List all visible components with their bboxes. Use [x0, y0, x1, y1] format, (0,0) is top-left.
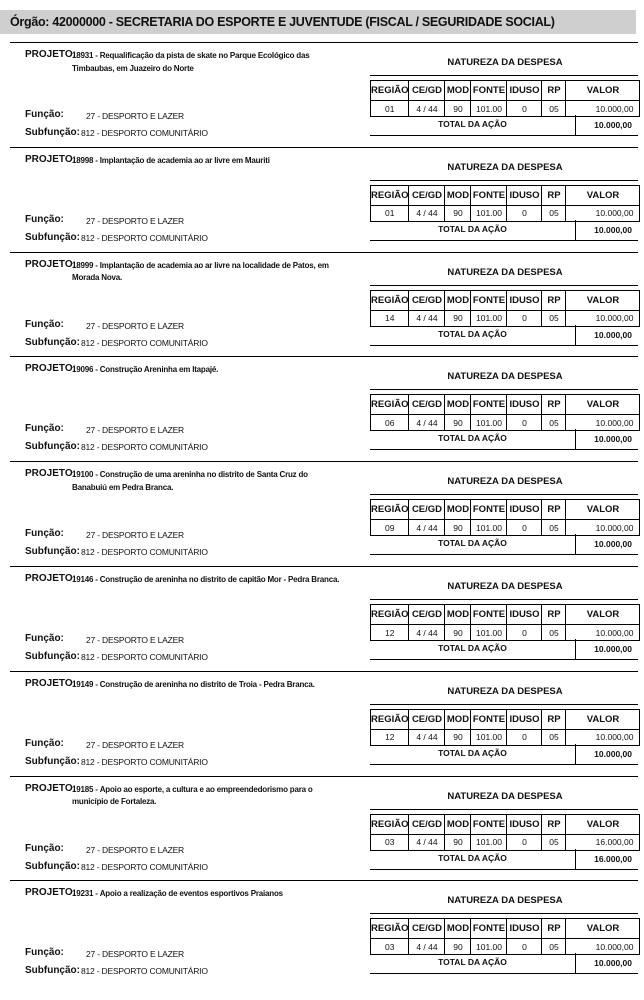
col-header: CE/GD [409, 814, 445, 834]
projeto-label: PROJETO: [25, 573, 76, 584]
cell-rp: 05 [542, 310, 566, 326]
projeto-code: 18999 - [72, 260, 98, 270]
natureza-rule [370, 599, 638, 600]
natureza-table [370, 499, 640, 536]
funcao-label: Função: [25, 633, 64, 644]
funcao-label: Função: [25, 213, 64, 225]
projeto-label: PROJETO: [25, 49, 76, 60]
subfuncao-value: 812 - DESPORTO COMUNITÁRIO [81, 128, 208, 138]
cell-rp: 05 [542, 520, 566, 536]
divider [10, 356, 638, 357]
divider [10, 566, 638, 567]
total-value: 10.000,00 [594, 748, 632, 759]
natureza-table [370, 80, 640, 117]
col-header: MOD [445, 500, 471, 520]
project-block [0, 147, 644, 250]
total-label: TOTAL DA AÇÃO [438, 119, 507, 129]
cell-fonte: 101.00 [471, 625, 507, 641]
project-block [0, 566, 644, 669]
col-header: MOD [445, 814, 471, 834]
total-label: TOTAL DA AÇÃO [438, 223, 507, 234]
col-header: MOD [445, 290, 471, 310]
total-separator [575, 953, 576, 973]
funcao-label: Função: [25, 737, 64, 749]
cell-cegd: 4 / 44 [409, 310, 445, 326]
projeto-code: 19100 - [72, 470, 98, 480]
col-header: FONTE [471, 81, 507, 101]
col-header: VALOR [566, 185, 640, 205]
divider [10, 776, 638, 777]
col-header: VALOR [566, 395, 640, 415]
cell-fonte: 101.00 [471, 101, 507, 117]
table-header-row [371, 185, 640, 205]
cell-mod: 90 [445, 520, 471, 536]
col-header: IDUSO [507, 814, 542, 834]
table-header-row [371, 81, 640, 101]
col-header: FONTE [471, 185, 507, 205]
projeto-description [72, 574, 344, 587]
col-header: MOD [445, 919, 471, 939]
subfuncao-value: 812 - DESPORTO COMUNITÁRIO [81, 547, 208, 558]
funcao-value: 27 - DESPORTO E LAZER [86, 320, 184, 331]
col-header: RP [542, 81, 566, 101]
col-header: REGIÃO [371, 500, 409, 520]
col-header: RP [542, 605, 566, 625]
natureza-rule [370, 809, 638, 810]
cell-regiao: 09 [371, 520, 409, 536]
projeto-code: 19231 - [72, 889, 98, 899]
natureza-rule [370, 913, 638, 914]
funcao-value: 27 - DESPORTO E LAZER [86, 844, 184, 855]
col-header: CE/GD [409, 605, 445, 625]
col-header: RP [542, 500, 566, 520]
total-value: 16.000,00 [594, 853, 632, 864]
cell-rp: 05 [542, 415, 566, 431]
divider [10, 147, 638, 148]
projeto-description [72, 784, 344, 809]
cell-fonte: 101.00 [471, 939, 507, 955]
projeto-label: PROJETO: [25, 468, 76, 480]
cell-mod: 90 [445, 625, 471, 641]
funcao-label: Função: [25, 423, 64, 435]
col-header: FONTE [471, 500, 507, 520]
total-separator [575, 115, 576, 135]
total-row [370, 220, 638, 241]
total-row [370, 849, 638, 870]
cell-cegd: 4 / 44 [409, 415, 445, 431]
col-header: MOD [445, 709, 471, 729]
col-header: VALOR [566, 605, 640, 625]
natureza-rule [370, 180, 638, 181]
cell-valor: 10.000,00 [566, 101, 640, 117]
cell-fonte: 101.00 [471, 834, 507, 850]
cell-cegd: 4 / 44 [409, 834, 445, 850]
subfuncao-value: 812 - DESPORTO COMUNITÁRIO [81, 861, 208, 872]
cell-iduso: 0 [507, 834, 542, 850]
cell-cegd: 4 / 44 [409, 625, 445, 641]
projeto-code: 19149 - [72, 679, 98, 689]
total-separator [575, 429, 576, 449]
cell-iduso: 0 [507, 205, 542, 221]
projeto-label: PROJETO: [25, 153, 76, 165]
col-header: VALOR [566, 290, 640, 310]
col-header: IDUSO [507, 709, 542, 729]
cell-rp: 05 [542, 101, 566, 117]
col-header: REGIÃO [371, 814, 409, 834]
projeto-text: Construção Areninha em Itapajé. [99, 365, 219, 375]
subfuncao-value: 812 - DESPORTO COMUNITÁRIO [81, 442, 208, 453]
subfuncao-label: Subfunção: [25, 336, 80, 348]
cell-valor: 10.000,00 [566, 625, 640, 641]
total-label: TOTAL DA AÇÃO [438, 747, 507, 758]
funcao-label: Função: [25, 947, 64, 959]
total-label: TOTAL DA AÇÃO [438, 643, 507, 653]
projeto-text: Requalificação da pista de skate no Parque Ecológico das Timbaubas, em Juazeiro do Norte [72, 51, 310, 73]
subfuncao-label: Subfunção: [25, 860, 80, 872]
projeto-text: Apoio ao esporte, a cultura e ao empreendedorismo para o município de Fortaleza. [72, 784, 313, 807]
cell-valor: 10.000,00 [566, 310, 640, 326]
total-row [370, 534, 638, 555]
total-value: 10.000,00 [594, 120, 632, 130]
funcao-value: 27 - DESPORTO E LAZER [86, 215, 184, 226]
col-header: VALOR [566, 919, 640, 939]
natureza-title: NATUREZA DA DESPESA [447, 790, 563, 802]
col-header: REGIÃO [371, 605, 409, 625]
natureza-title: NATUREZA DA DESPESA [447, 476, 563, 488]
cell-valor: 10.000,00 [566, 520, 640, 536]
subfuncao-value: 812 - DESPORTO COMUNITÁRIO [81, 232, 208, 243]
divider [10, 880, 638, 881]
cell-rp: 05 [542, 834, 566, 850]
projeto-text: Apoio a realização de eventos esportivos Praianos [99, 889, 283, 899]
col-header: FONTE [471, 919, 507, 939]
subfuncao-value: 812 - DESPORTO COMUNITÁRIO [81, 337, 208, 348]
cell-rp: 05 [542, 625, 566, 641]
total-value: 10.000,00 [594, 539, 632, 550]
projeto-label: PROJETO: [25, 363, 76, 375]
funcao-value: 27 - DESPORTO E LAZER [86, 739, 184, 750]
natureza-table [370, 604, 640, 641]
col-header: FONTE [471, 814, 507, 834]
cell-valor: 10.000,00 [566, 729, 640, 745]
col-header: REGIÃO [371, 709, 409, 729]
cell-regiao: 06 [371, 415, 409, 431]
cell-valor: 10.000,00 [566, 205, 640, 221]
col-header: VALOR [566, 500, 640, 520]
natureza-title: NATUREZA DA DESPESA [447, 895, 563, 907]
cell-iduso: 0 [507, 939, 542, 955]
projeto-description [72, 469, 344, 494]
projeto-code: 19096 - [72, 365, 98, 375]
cell-mod: 90 [445, 729, 471, 745]
total-row [370, 325, 638, 346]
subfuncao-value: 812 - DESPORTO COMUNITÁRIO [81, 756, 208, 767]
cell-rp: 05 [542, 729, 566, 745]
col-header: IDUSO [507, 500, 542, 520]
subfuncao-label: Subfunção: [25, 965, 80, 977]
cell-regiao: 01 [371, 101, 409, 117]
projeto-text: Implantação de academia ao ar livre na localidade de Patos, em Morada Nova. [72, 260, 329, 283]
col-header: MOD [445, 185, 471, 205]
col-header: CE/GD [409, 81, 445, 101]
cell-regiao: 03 [371, 939, 409, 955]
cell-regiao: 12 [371, 729, 409, 745]
col-header: REGIÃO [371, 81, 409, 101]
cell-valor: 10.000,00 [566, 415, 640, 431]
table-header-row [371, 500, 640, 520]
col-header: REGIÃO [371, 185, 409, 205]
subfuncao-value: 812 - DESPORTO COMUNITÁRIO [81, 652, 208, 662]
natureza-rule [370, 494, 638, 495]
col-header: IDUSO [507, 919, 542, 939]
total-value: 10.000,00 [594, 224, 632, 235]
natureza-title: NATUREZA DA DESPESA [447, 685, 563, 697]
col-header: FONTE [471, 709, 507, 729]
projeto-code: 18931 - [72, 51, 98, 60]
projeto-description [72, 50, 344, 75]
col-header: MOD [445, 81, 471, 101]
funcao-value: 27 - DESPORTO E LAZER [86, 425, 184, 436]
funcao-label: Função: [25, 109, 64, 120]
projeto-code: 19146 - [72, 575, 98, 584]
subfuncao-label: Subfunção: [25, 127, 80, 138]
col-header: RP [542, 814, 566, 834]
projeto-text: Implantação de academia ao ar livre em Mauriti [99, 155, 270, 165]
subfuncao-label: Subfunção: [25, 546, 80, 558]
col-header: VALOR [566, 814, 640, 834]
divider [10, 461, 638, 462]
col-header: REGIÃO [371, 919, 409, 939]
cell-cegd: 4 / 44 [409, 729, 445, 745]
subfuncao-value: 812 - DESPORTO COMUNITÁRIO [81, 966, 208, 977]
orgao-header: Órgão: 42000000 - SECRETARIA DO ESPORTE E JUVENTUDE (FISCAL / SEGURIDADE SOCIAL) [0, 10, 636, 34]
cell-iduso: 0 [507, 310, 542, 326]
cell-iduso: 0 [507, 101, 542, 117]
project-block [0, 356, 644, 459]
total-separator [575, 639, 576, 659]
col-header: MOD [445, 605, 471, 625]
funcao-label: Função: [25, 842, 64, 854]
project-block [0, 252, 644, 355]
cell-mod: 90 [445, 415, 471, 431]
total-value: 10.000,00 [594, 644, 632, 654]
cell-mod: 90 [445, 310, 471, 326]
projeto-label: PROJETO: [25, 258, 76, 270]
cell-fonte: 101.00 [471, 205, 507, 221]
divider [10, 42, 638, 43]
table-header-row [371, 919, 640, 939]
col-header: CE/GD [409, 500, 445, 520]
table-header-row [371, 814, 640, 834]
cell-mod: 90 [445, 939, 471, 955]
natureza-rule [370, 389, 638, 390]
cell-valor: 16.000,00 [566, 834, 640, 850]
projeto-text: Construção de areninha no distrito de Troia - Pedra Branca. [99, 679, 315, 689]
funcao-label: Função: [25, 318, 64, 330]
col-header: MOD [445, 395, 471, 415]
total-separator [575, 220, 576, 240]
col-header: CE/GD [409, 290, 445, 310]
divider [10, 252, 638, 253]
projeto-description [72, 888, 344, 901]
cell-iduso: 0 [507, 520, 542, 536]
cell-cegd: 4 / 44 [409, 101, 445, 117]
total-value: 10.000,00 [594, 958, 632, 969]
funcao-label: Função: [25, 528, 64, 540]
col-header: IDUSO [507, 605, 542, 625]
projeto-label: PROJETO: [25, 782, 76, 794]
col-header: FONTE [471, 605, 507, 625]
col-header: CE/GD [409, 919, 445, 939]
natureza-table [370, 394, 640, 431]
cell-regiao: 12 [371, 625, 409, 641]
col-header: FONTE [471, 290, 507, 310]
col-header: RP [542, 395, 566, 415]
cell-iduso: 0 [507, 729, 542, 745]
natureza-rule [370, 75, 638, 76]
col-header: RP [542, 185, 566, 205]
projeto-description [72, 260, 344, 285]
total-separator [575, 325, 576, 345]
projeto-code: 18998 - [72, 155, 98, 165]
natureza-table [370, 290, 640, 327]
projeto-description [72, 364, 344, 377]
cell-regiao: 14 [371, 310, 409, 326]
natureza-table [370, 918, 640, 955]
natureza-table [370, 709, 640, 746]
natureza-rule [370, 285, 638, 286]
cell-cegd: 4 / 44 [409, 205, 445, 221]
divider [10, 671, 638, 672]
total-row [370, 639, 638, 660]
subfuncao-label: Subfunção: [25, 755, 80, 767]
project-block [0, 461, 644, 564]
natureza-table [370, 185, 640, 222]
total-separator [575, 849, 576, 869]
total-row [370, 115, 638, 136]
projeto-text: Construção de uma areninha no distrito de Santa Cruz do Banabuiú em Pedra Branca. [72, 470, 308, 492]
total-label: TOTAL DA AÇÃO [438, 538, 507, 549]
col-header: RP [542, 290, 566, 310]
col-header: FONTE [471, 395, 507, 415]
projeto-text: Construção de areninha no distrito de capitão Mor - Pedra Branca. [99, 575, 340, 584]
project-block [0, 880, 644, 983]
col-header: RP [542, 919, 566, 939]
total-separator [575, 744, 576, 764]
subfuncao-label: Subfunção: [25, 441, 80, 453]
cell-fonte: 101.00 [471, 415, 507, 431]
funcao-value: 27 - DESPORTO E LAZER [86, 111, 184, 121]
cell-regiao: 01 [371, 205, 409, 221]
natureza-title: NATUREZA DA DESPESA [447, 57, 563, 68]
cell-cegd: 4 / 44 [409, 520, 445, 536]
cell-regiao: 03 [371, 834, 409, 850]
projeto-label: PROJETO: [25, 677, 76, 689]
cell-fonte: 101.00 [471, 729, 507, 745]
total-value: 10.000,00 [594, 434, 632, 445]
funcao-value: 27 - DESPORTO E LAZER [86, 635, 184, 645]
col-header: IDUSO [507, 395, 542, 415]
natureza-title: NATUREZA DA DESPESA [447, 581, 563, 592]
projeto-code: 19185 - [72, 784, 98, 794]
cell-iduso: 0 [507, 415, 542, 431]
cell-rp: 05 [542, 205, 566, 221]
cell-valor: 10.000,00 [566, 939, 640, 955]
table-header-row [371, 709, 640, 729]
cell-fonte: 101.00 [471, 520, 507, 536]
cell-rp: 05 [542, 939, 566, 955]
cell-mod: 90 [445, 101, 471, 117]
projeto-description [72, 155, 344, 168]
natureza-table [370, 814, 640, 851]
col-header: REGIÃO [371, 290, 409, 310]
projeto-label: PROJETO: [25, 887, 76, 899]
total-row [370, 744, 638, 765]
col-header: VALOR [566, 709, 640, 729]
col-header: IDUSO [507, 290, 542, 310]
cell-mod: 90 [445, 205, 471, 221]
cell-iduso: 0 [507, 625, 542, 641]
table-header-row [371, 605, 640, 625]
col-header: VALOR [566, 81, 640, 101]
total-label: TOTAL DA AÇÃO [438, 328, 507, 339]
natureza-title: NATUREZA DA DESPESA [447, 266, 563, 278]
total-label: TOTAL DA AÇÃO [438, 433, 507, 444]
subfuncao-label: Subfunção: [25, 651, 80, 662]
total-label: TOTAL DA AÇÃO [438, 852, 507, 863]
total-value: 10.000,00 [594, 329, 632, 340]
table-header-row [371, 395, 640, 415]
project-block [0, 42, 644, 145]
col-header: IDUSO [507, 81, 542, 101]
project-block [0, 671, 644, 774]
col-header: CE/GD [409, 709, 445, 729]
total-row [370, 429, 638, 450]
col-header: IDUSO [507, 185, 542, 205]
total-row [370, 953, 638, 974]
col-header: CE/GD [409, 185, 445, 205]
cell-mod: 90 [445, 834, 471, 850]
project-block [0, 776, 644, 879]
cell-cegd: 4 / 44 [409, 939, 445, 955]
total-separator [575, 534, 576, 554]
table-header-row [371, 290, 640, 310]
total-label: TOTAL DA AÇÃO [438, 957, 507, 968]
funcao-value: 27 - DESPORTO E LAZER [86, 530, 184, 541]
natureza-title: NATUREZA DA DESPESA [447, 161, 563, 173]
cell-fonte: 101.00 [471, 310, 507, 326]
projeto-description [72, 679, 344, 692]
natureza-title: NATUREZA DA DESPESA [447, 371, 563, 383]
funcao-value: 27 - DESPORTO E LAZER [86, 949, 184, 960]
col-header: RP [542, 709, 566, 729]
col-header: REGIÃO [371, 395, 409, 415]
col-header: CE/GD [409, 395, 445, 415]
natureza-rule [370, 704, 638, 705]
subfuncao-label: Subfunção: [25, 231, 80, 243]
